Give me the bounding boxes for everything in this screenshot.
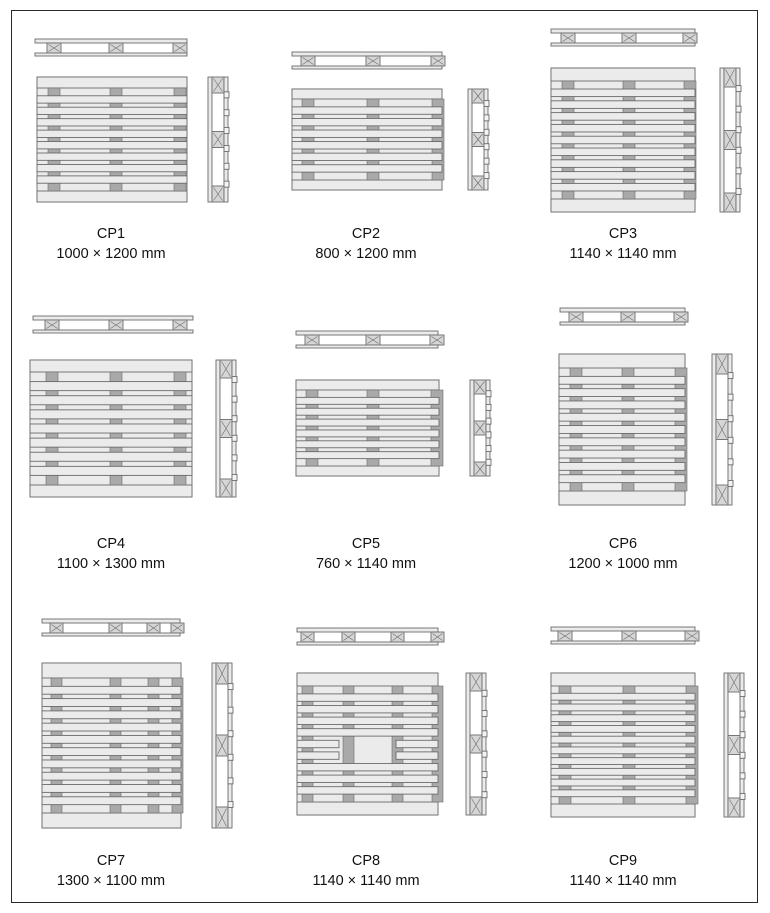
deck-board	[292, 142, 442, 149]
pallet-cp5	[296, 331, 491, 476]
side-view	[466, 673, 487, 815]
deck-board	[551, 747, 695, 754]
end-board	[37, 191, 187, 202]
end-board	[559, 491, 685, 505]
deck-board	[42, 686, 181, 694]
pallet-name: CP5	[351, 536, 381, 552]
deck-board	[551, 725, 695, 732]
side-slat	[228, 731, 233, 737]
board-segment	[396, 740, 438, 747]
deck-board	[297, 729, 438, 736]
side-slat	[232, 377, 237, 383]
pallet-dimensions: 1140 × 1140 mm	[312, 873, 420, 889]
deck-board	[297, 775, 438, 782]
deck-board	[297, 763, 438, 770]
side-top-board	[720, 68, 724, 212]
front-bottom-board	[35, 53, 187, 56]
deck-board	[37, 119, 187, 126]
deck-board	[37, 164, 187, 171]
side-top-board	[712, 354, 716, 505]
end-board	[551, 673, 695, 686]
deck-board	[559, 389, 685, 397]
pallet-label-cp3	[523, 224, 723, 264]
side-slat	[482, 690, 487, 696]
deck-board	[551, 779, 695, 786]
side-slat	[482, 771, 487, 777]
front-view	[42, 619, 184, 636]
side-slat	[484, 158, 489, 164]
deck-board	[30, 410, 192, 419]
end-board	[551, 68, 695, 81]
side-slat	[482, 751, 487, 757]
side-slat	[482, 792, 487, 798]
side-slat	[736, 86, 741, 92]
side-slat	[728, 394, 733, 400]
pallet-label-cp7	[11, 851, 211, 891]
side-slat	[484, 173, 489, 179]
deck-board	[551, 790, 695, 797]
deck-board	[30, 466, 192, 475]
front-top-board	[296, 331, 438, 335]
deck-board	[551, 160, 695, 168]
pallet-label-cp8	[266, 851, 466, 891]
pallet-cp7	[42, 619, 233, 828]
pallet-dimensions: 1000 × 1200 mm	[56, 246, 166, 262]
pallet-dimensions: 1200 × 1000 mm	[568, 556, 678, 572]
top-view	[37, 77, 187, 202]
deck-board	[296, 441, 439, 448]
side-slat	[486, 459, 491, 465]
side-slat	[224, 145, 229, 151]
front-bottom-board	[297, 642, 438, 645]
top-view	[42, 663, 183, 828]
deck-board	[559, 413, 685, 421]
pallet-label-cp4	[11, 534, 211, 574]
front-top-board	[35, 39, 187, 43]
side-top-board	[724, 673, 728, 817]
pallet-name: CP9	[608, 853, 638, 869]
side-slat	[484, 129, 489, 135]
deck-board	[30, 424, 192, 433]
front-top-board	[560, 308, 685, 312]
side-slat	[484, 115, 489, 121]
front-view	[33, 316, 193, 333]
deck-board	[297, 694, 438, 701]
front-view	[292, 52, 445, 69]
deck-board	[559, 462, 685, 470]
deck-board	[559, 376, 685, 384]
top-view	[292, 89, 444, 190]
front-view	[560, 308, 688, 325]
pallet-label-cp5	[266, 534, 466, 574]
deck-board	[42, 711, 181, 719]
stringer	[343, 686, 354, 802]
front-bottom-board	[42, 633, 180, 636]
deck-board	[551, 758, 695, 765]
deck-board	[292, 118, 442, 125]
side-view	[712, 354, 733, 505]
end-board	[296, 466, 439, 476]
pallet-name: CP4	[96, 536, 126, 552]
end-board	[37, 77, 187, 88]
side-slat	[228, 754, 233, 760]
side-slat	[224, 128, 229, 134]
deck-board	[42, 772, 181, 780]
deck-board	[37, 130, 187, 137]
end-board	[551, 199, 695, 212]
end-board	[297, 802, 438, 815]
pallet-dimensions: 1100 × 1300 mm	[56, 556, 166, 572]
front-bottom-board	[33, 330, 193, 333]
side-slat	[484, 100, 489, 106]
deck-board	[42, 748, 181, 756]
deck-board	[37, 96, 187, 103]
deck-board	[551, 768, 695, 775]
deck-board	[296, 408, 439, 415]
end-board	[551, 804, 695, 817]
front-view	[35, 39, 187, 56]
pallet-cp1	[35, 39, 229, 202]
pallet-name: CP7	[96, 853, 126, 869]
side-view	[468, 89, 489, 190]
pallet-cp2	[292, 52, 489, 190]
pallet-label-cp6	[523, 534, 723, 574]
pallet-dimensions: 800 × 1200 mm	[315, 246, 417, 262]
deck-board	[559, 401, 685, 409]
side-view	[720, 68, 741, 212]
end-board	[292, 180, 442, 190]
deck-board	[296, 397, 439, 404]
deck-board	[551, 736, 695, 743]
side-slat	[482, 731, 487, 737]
side-slat	[228, 684, 233, 690]
side-top-board	[212, 663, 216, 828]
deck-board	[42, 785, 181, 793]
deck-board	[37, 176, 187, 183]
pallet-cp3	[551, 29, 741, 212]
side-slat	[728, 459, 733, 465]
side-slat	[728, 416, 733, 422]
side-slat	[224, 92, 229, 98]
side-slat	[740, 793, 745, 799]
front-top-board	[292, 52, 442, 56]
top-view	[30, 360, 192, 497]
side-top-board	[208, 77, 212, 202]
side-slat	[736, 147, 741, 153]
side-slat	[486, 446, 491, 452]
deck-board	[30, 396, 192, 405]
front-bottom-board	[292, 66, 442, 69]
side-slat	[740, 691, 745, 697]
deck-board	[30, 382, 192, 391]
pallet-cp8	[297, 628, 487, 815]
side-top-board	[468, 89, 472, 190]
board-segment	[297, 740, 339, 747]
side-slat	[740, 732, 745, 738]
side-slat	[224, 163, 229, 169]
deck-board	[42, 760, 181, 768]
side-slat	[740, 752, 745, 758]
pallet-cp9	[551, 627, 745, 817]
front-bottom-board	[551, 641, 695, 644]
side-slat	[232, 435, 237, 441]
end-board	[559, 354, 685, 368]
side-slat	[232, 396, 237, 402]
side-view	[470, 380, 491, 476]
front-top-board	[33, 316, 193, 320]
side-slat	[482, 711, 487, 717]
side-view	[724, 673, 745, 817]
deck-board	[551, 113, 695, 121]
deck-board	[30, 452, 192, 461]
deck-board	[296, 419, 439, 426]
pallet-label-cp1	[11, 224, 211, 264]
deck-board	[296, 452, 439, 459]
deck-board	[559, 426, 685, 434]
front-top-board	[551, 29, 695, 33]
deck-board	[551, 172, 695, 180]
side-slat	[486, 404, 491, 410]
deck-board	[551, 183, 695, 191]
deck-board	[42, 723, 181, 731]
front-top-board	[42, 619, 180, 623]
deck-board	[551, 124, 695, 132]
pallet-name: CP2	[351, 226, 381, 242]
pallet-name: CP8	[351, 853, 381, 869]
front-view	[296, 331, 444, 348]
pallet-name: CP6	[608, 536, 638, 552]
deck-board	[551, 693, 695, 700]
side-slat	[736, 127, 741, 133]
front-bottom-board	[560, 322, 685, 325]
front-view	[551, 627, 699, 644]
deck-board	[297, 787, 438, 794]
deck-board	[551, 704, 695, 711]
side-slat	[728, 480, 733, 486]
side-slat	[224, 110, 229, 116]
deck-board	[42, 735, 181, 743]
side-slat	[740, 711, 745, 717]
front-view	[551, 29, 697, 46]
side-slat	[232, 474, 237, 480]
side-view	[212, 663, 233, 828]
side-slat	[228, 707, 233, 713]
deck-board	[37, 142, 187, 149]
side-top-board	[470, 380, 474, 476]
deck-board	[37, 107, 187, 114]
top-view	[551, 673, 698, 817]
side-slat	[228, 801, 233, 807]
deck-board	[551, 148, 695, 156]
front-bottom-board	[551, 43, 695, 46]
deck-board	[42, 797, 181, 805]
top-view	[296, 380, 443, 476]
side-top-board	[216, 360, 220, 497]
deck-board	[551, 715, 695, 722]
side-slat	[728, 437, 733, 443]
deck-board	[559, 475, 685, 483]
deck-board	[42, 699, 181, 707]
front-bottom-board	[296, 345, 438, 348]
deck-board	[551, 101, 695, 109]
end-board	[42, 813, 181, 828]
side-view	[216, 360, 237, 497]
side-slat	[486, 432, 491, 438]
deck-board	[551, 89, 695, 97]
deck-board	[292, 153, 442, 160]
front-top-board	[297, 628, 438, 632]
end-board	[42, 663, 181, 678]
pallet-dimensions: 1300 × 1100 mm	[56, 873, 166, 889]
side-top-board	[466, 673, 470, 815]
side-slat	[736, 106, 741, 112]
end-board	[30, 360, 192, 372]
side-slat	[736, 188, 741, 194]
pallet-cp6	[559, 308, 733, 505]
front-view	[297, 628, 444, 645]
pallet-cp4	[30, 316, 237, 497]
top-view	[297, 673, 443, 815]
side-slat	[228, 778, 233, 784]
top-view	[559, 354, 687, 505]
side-slat	[484, 144, 489, 150]
side-view	[208, 77, 229, 202]
deck-board	[292, 165, 442, 172]
pallet-label-cp9	[523, 851, 723, 891]
end-board	[292, 89, 442, 99]
deck-board	[297, 705, 438, 712]
side-slat	[740, 773, 745, 779]
side-slat	[224, 181, 229, 187]
end-board	[296, 380, 439, 390]
side-slat	[486, 391, 491, 397]
side-slat	[728, 373, 733, 379]
side-slat	[232, 416, 237, 422]
pallet-dimensions: 1140 × 1140 mm	[569, 873, 677, 889]
end-board	[30, 485, 192, 497]
pallet-dimensions: 760 × 1140 mm	[315, 556, 417, 572]
end-board	[297, 673, 438, 686]
deck-board	[37, 153, 187, 160]
board-segment	[297, 752, 339, 759]
pallet-label-cp2	[266, 224, 466, 264]
side-slat	[736, 168, 741, 174]
board-segment	[396, 752, 438, 759]
top-view	[551, 68, 696, 212]
deck-board	[551, 136, 695, 144]
side-slat	[486, 418, 491, 424]
deck-board	[292, 130, 442, 137]
pallet-name: CP1	[96, 226, 126, 242]
deck-board	[559, 450, 685, 458]
deck-board	[292, 107, 442, 114]
deck-board	[296, 430, 439, 437]
front-top-board	[551, 627, 695, 631]
pallet-name: CP3	[608, 226, 638, 242]
pallet-dimensions: 1140 × 1140 mm	[569, 246, 677, 262]
side-slat	[232, 455, 237, 461]
deck-board	[30, 438, 192, 447]
deck-board	[297, 717, 438, 724]
deck-board	[559, 438, 685, 446]
